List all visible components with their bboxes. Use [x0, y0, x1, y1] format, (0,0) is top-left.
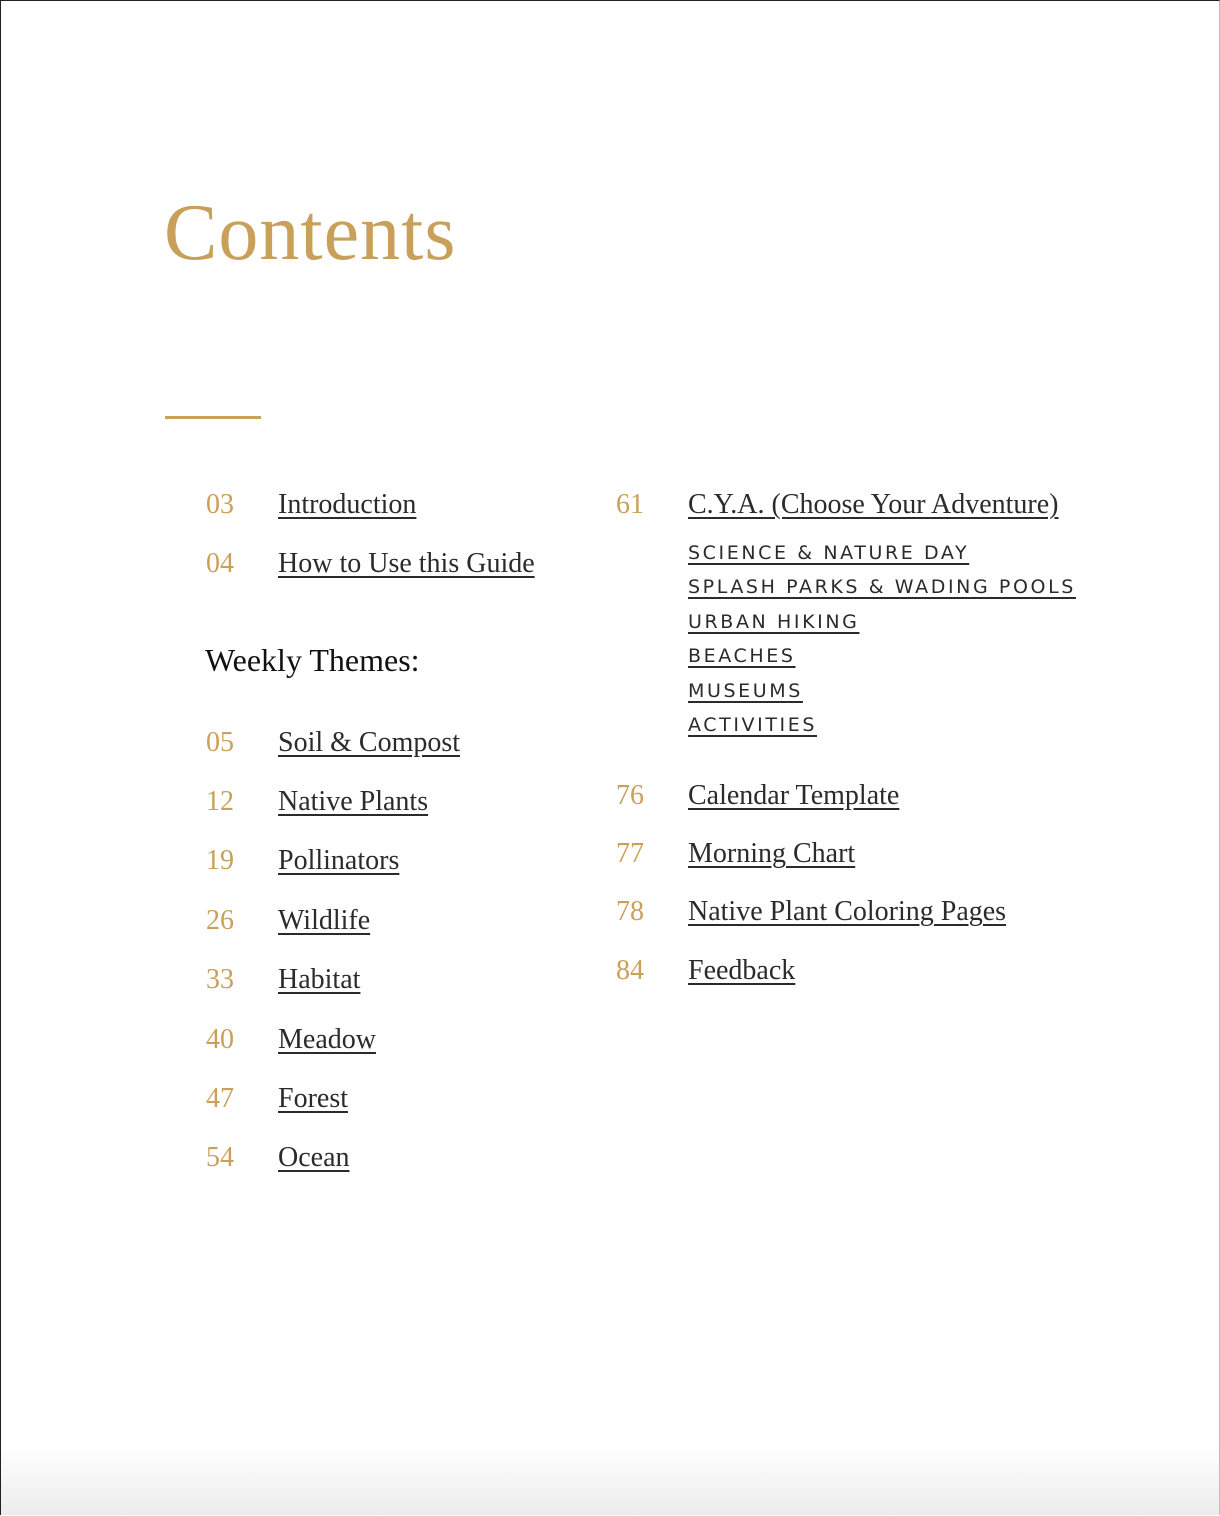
toc-page-number: 47	[206, 1083, 234, 1114]
toc-sublink-museums[interactable]: MUSEUMS	[688, 680, 803, 702]
toc-page-number: 19	[206, 845, 234, 876]
toc-page-number: 04	[206, 548, 234, 579]
toc-link-pollinators[interactable]: Pollinators	[278, 845, 400, 876]
toc-page-number: 03	[206, 489, 234, 520]
toc-page-number: 61	[616, 489, 644, 520]
toc-link-meadow[interactable]: Meadow	[278, 1024, 376, 1055]
toc-page-number: 05	[206, 727, 234, 758]
toc-link-morning-chart[interactable]: Morning Chart	[688, 838, 856, 869]
toc-sublink-activities[interactable]: ACTIVITIES	[688, 714, 818, 736]
toc-link-choose-your-adventure[interactable]: C.Y.A. (Choose Your Adventure)	[688, 489, 1059, 520]
page-title: Contents	[164, 189, 457, 277]
toc-link-introduction[interactable]: Introduction	[278, 489, 417, 520]
toc-link-native-plants[interactable]: Native Plants	[278, 786, 429, 817]
toc-sublink-urban-hiking[interactable]: URBAN HIKING	[688, 611, 860, 633]
toc-page-number: 33	[206, 964, 234, 995]
toc-link-calendar-template[interactable]: Calendar Template	[688, 780, 900, 811]
toc-page-number: 26	[206, 905, 234, 936]
title-divider	[165, 416, 261, 419]
toc-link-forest[interactable]: Forest	[278, 1083, 348, 1114]
toc-link-coloring-pages[interactable]: Native Plant Coloring Pages	[688, 896, 1007, 927]
toc-page-number: 40	[206, 1024, 234, 1055]
toc-page-number: 54	[206, 1142, 234, 1173]
weekly-themes-heading: Weekly Themes:	[205, 642, 420, 678]
toc-page-number: 76	[616, 780, 644, 811]
toc-sublink-beaches[interactable]: BEACHES	[688, 645, 796, 667]
toc-link-ocean[interactable]: Ocean	[278, 1142, 350, 1173]
page-bottom-shadow	[1, 1445, 1219, 1515]
toc-page-number: 77	[616, 838, 644, 869]
toc-sublink-splash-parks[interactable]: SPLASH PARKS & WADING POOLS	[688, 576, 1076, 598]
toc-link-soil-compost[interactable]: Soil & Compost	[278, 727, 461, 758]
toc-link-how-to-use[interactable]: How to Use this Guide	[278, 548, 535, 579]
toc-link-wildlife[interactable]: Wildlife	[278, 905, 371, 936]
toc-link-feedback[interactable]: Feedback	[688, 955, 796, 986]
toc-page-number: 12	[206, 786, 234, 817]
toc-sublink-science-nature-day[interactable]: SCIENCE & NATURE DAY	[688, 542, 970, 564]
toc-link-habitat[interactable]: Habitat	[278, 964, 361, 995]
toc-page-number: 84	[616, 955, 644, 986]
toc-page-number: 78	[616, 896, 644, 927]
